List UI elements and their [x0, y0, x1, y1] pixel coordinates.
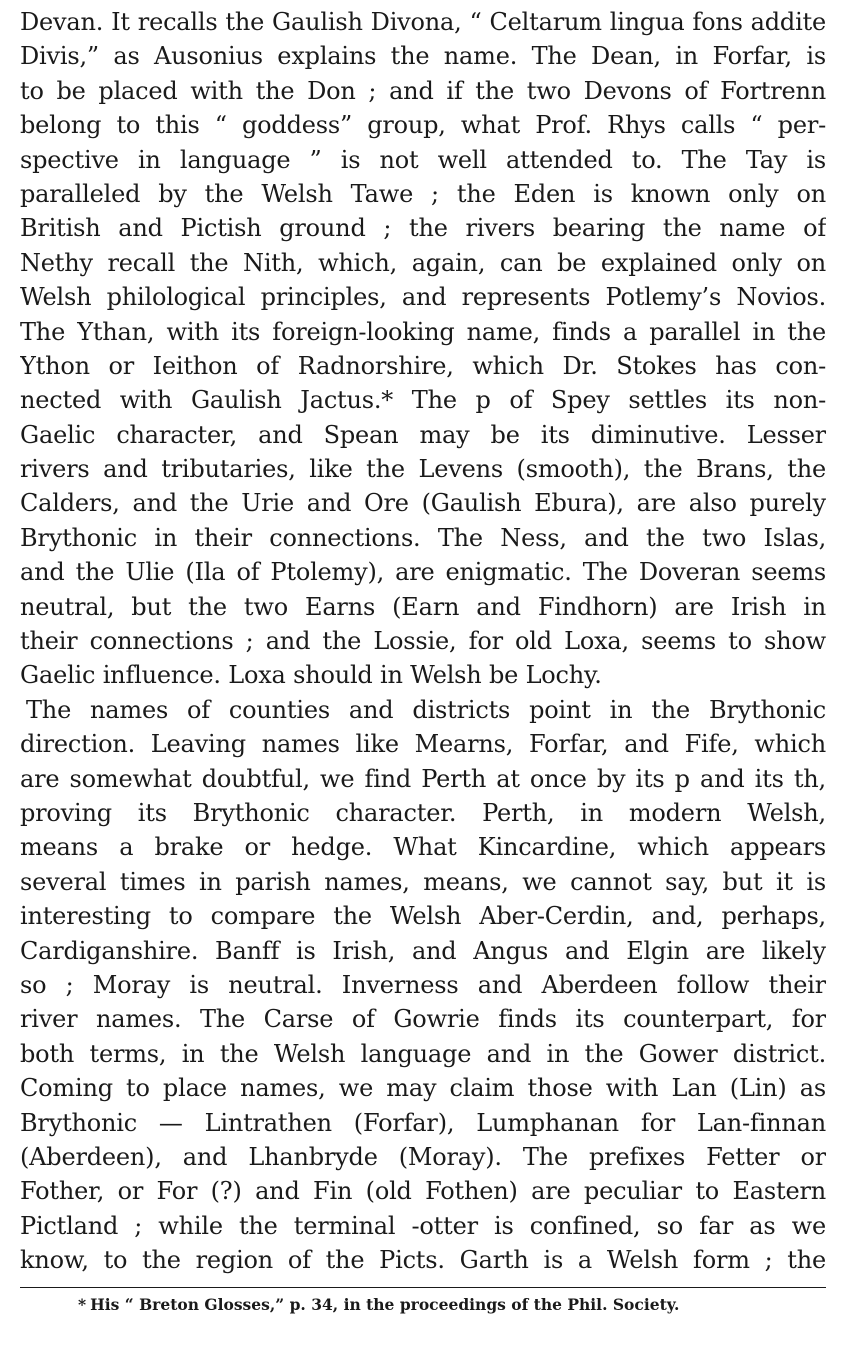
text-line: proving its Brythonic character. Perth, in modern Welsh, [20, 798, 826, 827]
text-line: Divis,” as Ausonius explains the name. The Dean, in Forfar, is [20, 42, 826, 71]
text-line: Fother, or For (?) and Fin (old Fothen) are peculiar to Eastern [20, 1177, 826, 1206]
footnote-mark: * [78, 1295, 87, 1315]
text-line: several times in parish names, means, we cannot say, but it is [20, 867, 826, 896]
text-line: The names of counties and districts point in the Brythonic [26, 695, 826, 724]
text-line: paralleled by the Welsh Tawe ; the Eden is known only on [20, 179, 826, 208]
text-line: rivers and tributaries, like the Levens (smooth), the Brans, the [20, 455, 826, 484]
text-line: Nethy recall the Nith, which, again, can be explained only on [20, 248, 826, 277]
text-line: their connections ; and the Lossie, for old Loxa, seems to show [20, 627, 826, 656]
text-line: means a brake or hedge. What Kincardine, which appears [20, 833, 826, 862]
text-line: Cardiganshire. Banff is Irish, and Angus and Elgin are likely [20, 936, 826, 965]
text-line: direction. Leaving names like Mearns, Forfar, and Fife, which [20, 730, 826, 759]
text-line: Calders, and the Urie and Ore (Gaulish Ebura), are also purely [20, 489, 826, 518]
text-line: both terms, in the Welsh language and in the Gower district. [20, 1039, 826, 1068]
text-line: belong to this “ goddess” group, what Prof. Rhys calls “ per- [20, 111, 826, 140]
text-line: British and Pictish ground ; the rivers bearing the name of [20, 214, 826, 243]
text-line: Gaelic character, and Spean may be its diminutive. Lesser [20, 420, 826, 449]
text-line: Coming to place names, we may claim those with Lan (Lin) as [20, 1074, 826, 1103]
text-line: so ; Moray is neutral. Inverness and Aberdeen follow their [20, 970, 826, 999]
body-text [20, 5, 826, 1277]
book-page [20, 5, 826, 1315]
footnote-text: His “ Breton Glosses,” p. 34, in the proceedings of the Phil. Society. [90, 1295, 680, 1315]
text-line: Welsh philological principles, and represents Potlemy’s Novios. [20, 283, 826, 312]
text-line: Brythonic in their connections. The Ness, and the two Islas, [20, 523, 826, 552]
text-line: neutral, but the two Earns (Earn and Findhorn) are Irish in [20, 592, 826, 621]
text-line: and the Ulie (Ila of Ptolemy), are enigmatic. The Doveran seems [20, 558, 826, 587]
footnote [20, 1295, 826, 1315]
text-line: (Aberdeen), and Lhanbryde (Moray). The prefixes Fetter or [20, 1142, 826, 1171]
paragraph [20, 693, 826, 1278]
text-line: Devan. It recalls the Gaulish Divona, “ Celtarum lingua fons addite [20, 8, 826, 36]
text-line: are somewhat doubtful, we find Perth at once by its p and its th, [20, 764, 826, 793]
text-line: interesting to compare the Welsh Aber-Cerdin, and, perhaps, [20, 902, 826, 931]
text-line: to be placed with the Don ; and if the two Devons of Fortrenn [20, 76, 826, 105]
text-line: know, to the region of the Picts. Garth is a Welsh form ; the [20, 1246, 826, 1275]
text-line: spective in language ” is not well attended to. The Tay is [20, 145, 826, 174]
text-line: Brythonic — Lintrathen (Forfar), Lumphanan for Lan-finnan [20, 1108, 826, 1137]
text-line: Gaelic influence. Loxa should in Welsh be Lochy. [20, 661, 602, 690]
text-line: Pictland ; while the terminal -otter is confined, so far as we [20, 1211, 826, 1240]
text-line: nected with Gaulish Jactus.* The p of Spey settles its non- [20, 386, 826, 415]
footnote-divider [20, 1287, 826, 1288]
text-line: river names. The Carse of Gowrie finds its counterpart, for [20, 1005, 826, 1034]
text-line: The Ythan, with its foreign-looking name, finds a parallel in the [20, 317, 826, 346]
paragraph [20, 5, 826, 693]
text-line: Ython or Ieithon of Radnorshire, which Dr. Stokes has con- [20, 351, 826, 380]
